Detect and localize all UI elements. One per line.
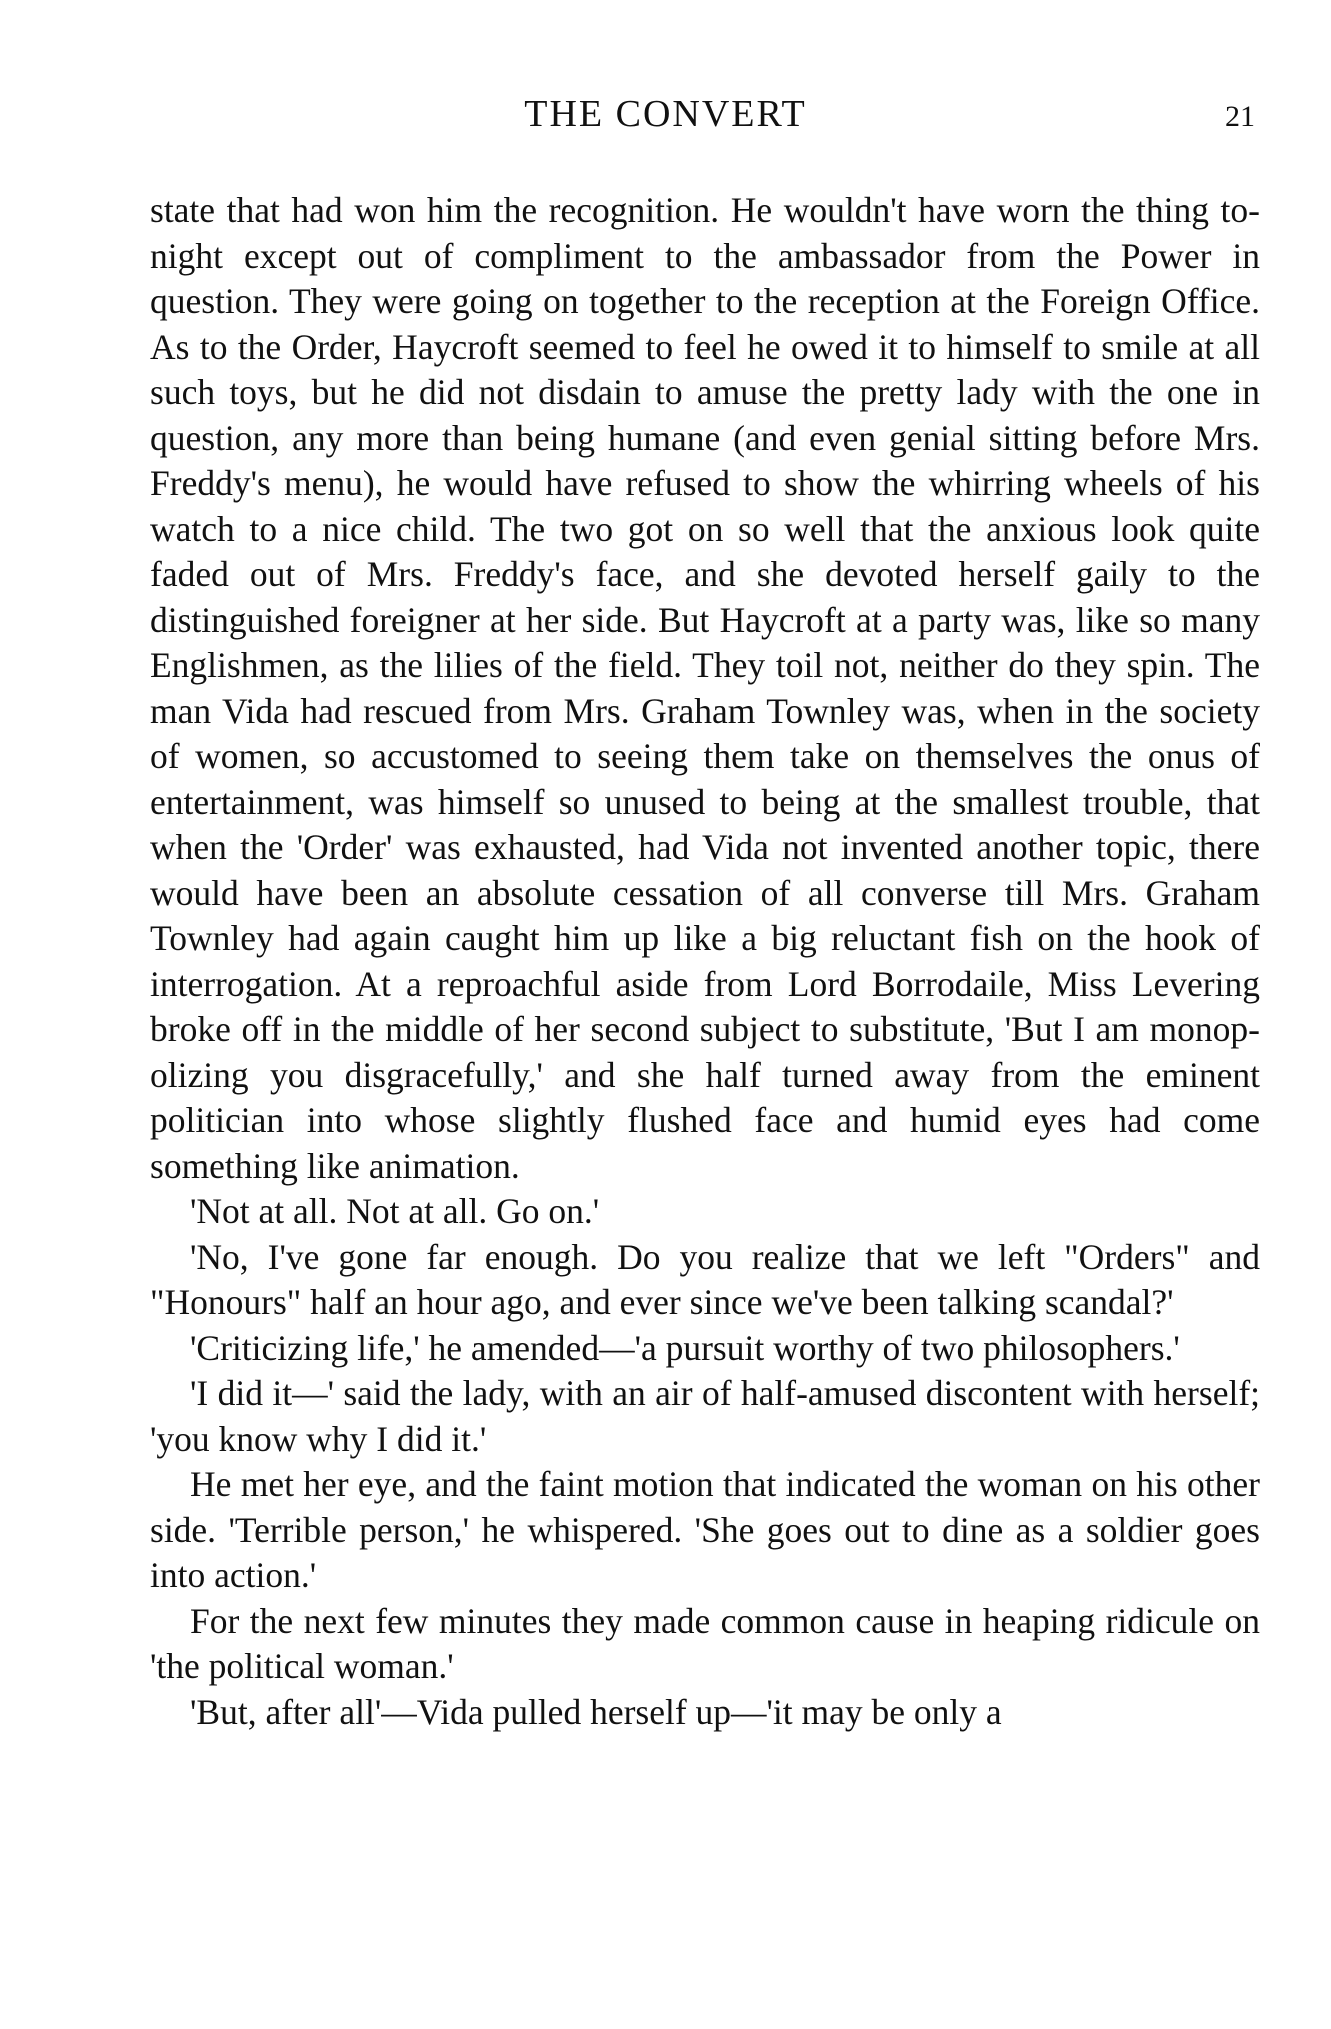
paragraph-continued: state that had won him the recognition. He wouldn't have worn the thing to-night except out of compliment to the ambassador from the Power in question. They were going on together to the reception at the Foreign Office. As to the Order, Haycroft seemed to feel he owed it to himself to smile at all such toys, but he did not disdain to amuse the pretty lady with the one in question, any more than being humane (and even genial sitting before Mrs. Freddy's menu), he would have refused to show the whirring wheels of his watch to a nice child. The two got on so well that the anxious look quite faded out of Mrs. Freddy's face, and she devoted herself gaily to the distinguished foreigner at her side. But Haycroft at a party was, like so many Englishmen, as the lilies of the field. They toil not, neither do they spin. The man Vida had rescued from Mrs. Graham Townley was, when in the society of women, so accustomed to seeing them take on themselves the onus of entertainment, was himself so unused to being at the smallest trouble, that when the 'Order' was exhausted, had Vida not invented another topic, there would have been an absolute cessation of all converse till Mrs. Graham Townley had again caught him up like a big reluctant fish on the hook of interrogation. At a reproachful aside from Lord Borrodaile, Miss Levering broke off in the middle of her second subject to substitute, 'But I am monopolizing you disgracefully,' and she half turned away from the eminent politician into whose slightly flushed face and humid eyes had come something like animation. <box>150 190 1260 1186</box>
paragraph: 'Criticizing life,' he amended—'a pursuit worthy of two philosophers.' <box>190 1327 1180 1368</box>
running-header <box>0 92 1331 142</box>
paragraph: He met her eye, and the faint motion that indicated the woman on his other side. 'Terrible person,' he whispered. 'She goes out to dine as a soldier goes into action.' <box>150 1464 1260 1595</box>
body-text <box>150 188 1260 1735</box>
paragraph: 'I did it—' said the lady, with an air of half-amused discontent with herself; 'you know why I did it.' <box>150 1373 1260 1459</box>
paragraph: For the next few minutes they made common cause in heaping ridicule on 'the political woman.' <box>150 1600 1260 1686</box>
running-title: THE CONVERT <box>524 93 807 135</box>
paragraph: 'Not at all. Not at all. Go on.' <box>190 1191 600 1231</box>
page-number: 21 <box>1225 100 1255 133</box>
paragraph: 'No, I've gone far enough. Do you realize that we left "Orders" and "Honours" half an hour ago, and ever since we've been talking scandal?' <box>150 1236 1260 1322</box>
paragraph-continues: 'But, after all'—Vida pulled herself up—'it may be only a <box>190 1691 1002 1732</box>
